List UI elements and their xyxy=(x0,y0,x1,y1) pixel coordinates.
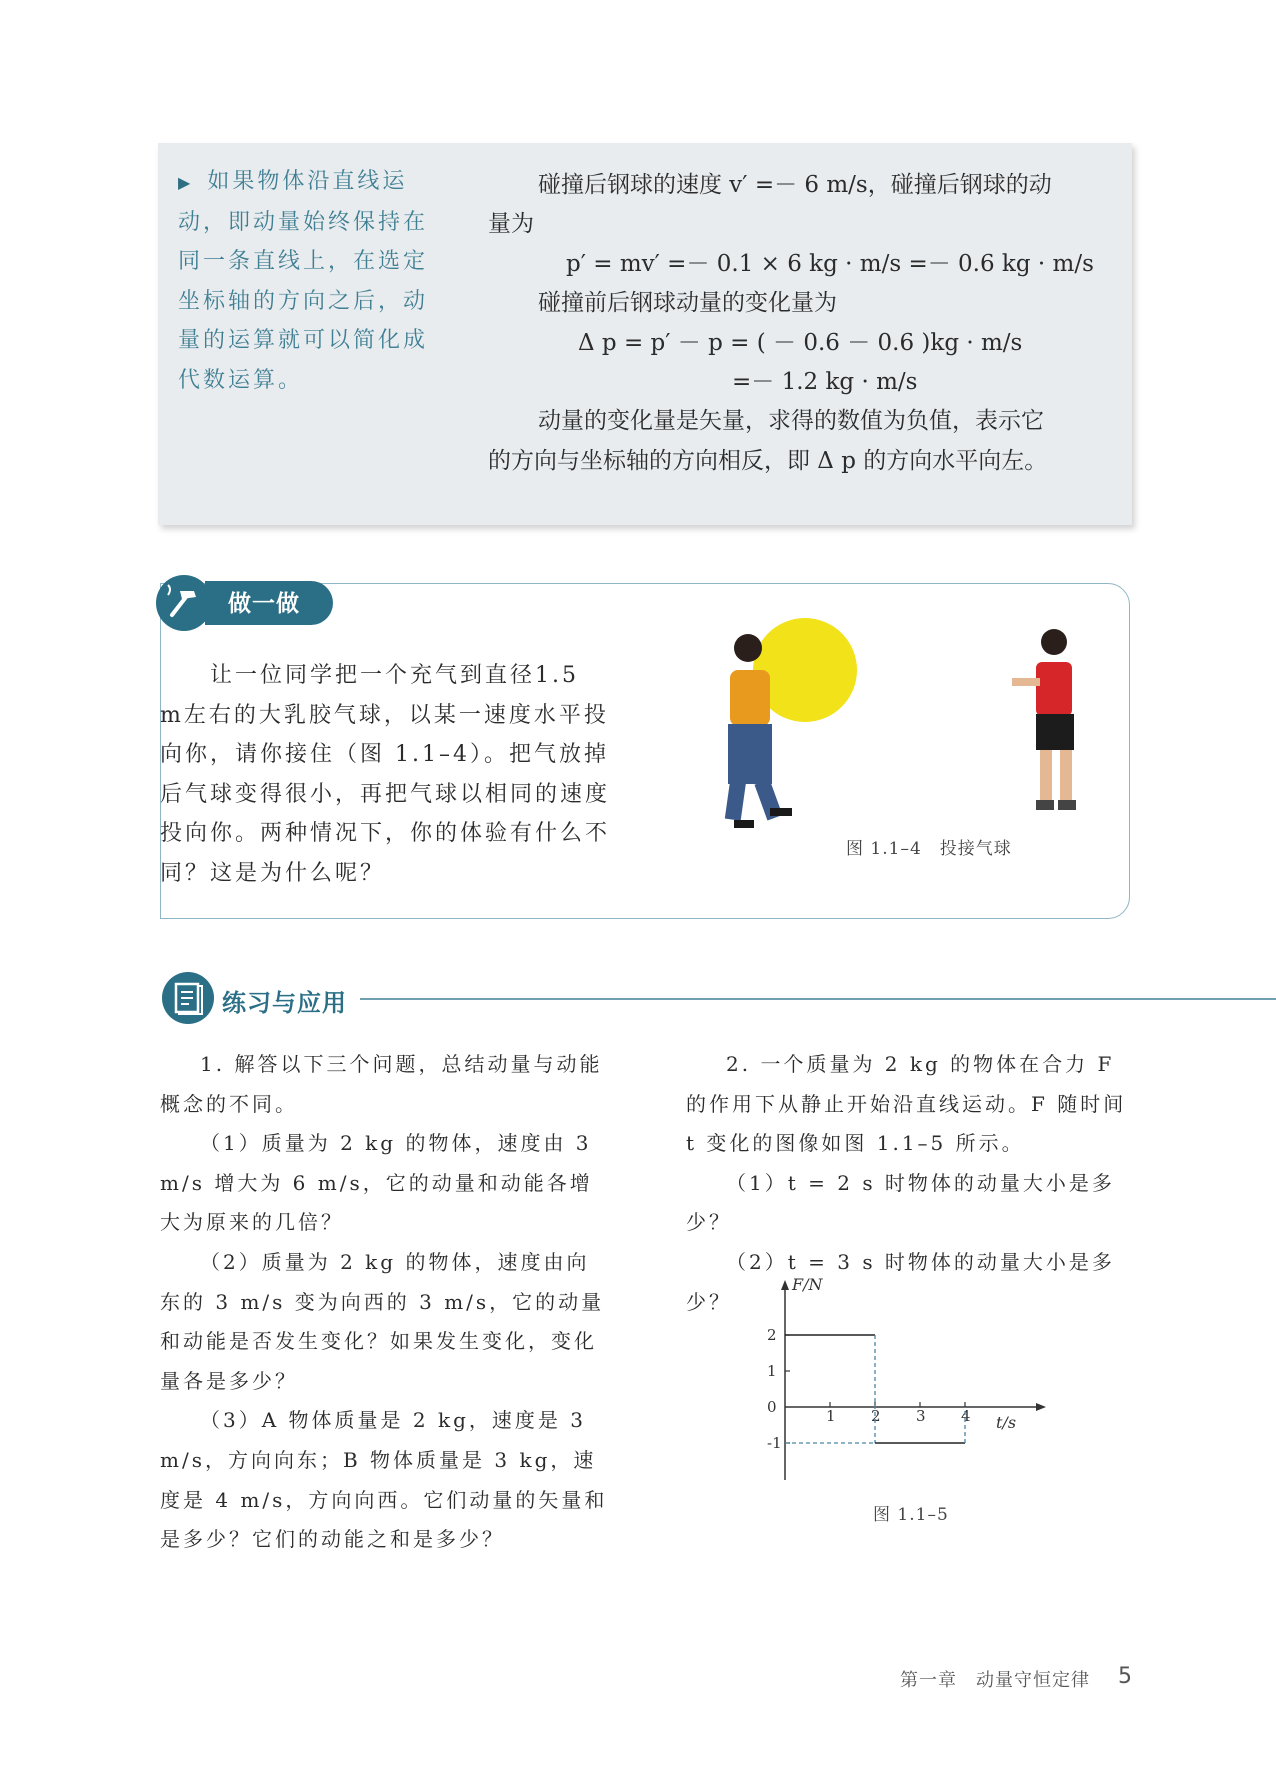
activity-text: 让一位同学把一个充气到直径1.5 m左右的大乳胶气球，以某一速度水平投向你，请你接住（图 1.1–4）。把气放掉后气球变得很小，再把气球以相同的速度投向你。两种情况下，你的体验有什么不同？这是为什么呢？ xyxy=(160,663,611,886)
exercise-title: 练习与应用 xyxy=(222,989,347,1017)
y-tick-label: 0 xyxy=(767,1398,777,1416)
triangle-marker-icon: ▶ xyxy=(178,173,194,192)
example-equation-1: p′ = mv′ =－ 0.1 × 6 kg · m/s =－ 0.6 kg · m/s xyxy=(566,251,1094,277)
question-2-part-a: （1）t = 2 s 时物体的动量大小是多少？ xyxy=(686,1170,1115,1235)
figure-1-1-4-caption: 图 1.1–4 投接气球 xyxy=(846,839,1012,859)
figure-1-1-5-caption: 图 1.1–5 xyxy=(873,1505,949,1525)
balloon-toss-photo xyxy=(700,612,1100,834)
book-icon xyxy=(162,972,214,1024)
chapter-footer: 第一章 动量守恒定律 xyxy=(900,1670,1090,1691)
y-axis-arrow-icon xyxy=(781,1280,789,1290)
x-tick-label: 2 xyxy=(871,1407,881,1425)
example-equation-2: Δ p = p′ － p = ( － 0.6 － 0.6 )kg · m/s xyxy=(578,330,1023,356)
x-axis-label: t/s xyxy=(996,1413,1017,1432)
example-equation-3: =－ 1.2 kg · m/s xyxy=(732,369,918,395)
y-axis-label: F/N xyxy=(792,1275,823,1294)
activity-title: 做一做 xyxy=(228,591,300,617)
example-line-8: 的方向与坐标轴的方向相反，即 Δ p 的方向水平向左。 xyxy=(488,448,1048,474)
x-axis-arrow-icon xyxy=(1036,1403,1046,1411)
question-1-part-b: （2）质量为 2 kg 的物体，速度由向东的 3 m/s 变为向西的 3 m/s，它的动量和动能是否发生变化？如果发生变化，变化量各是多少？ xyxy=(160,1249,605,1393)
force-time-graph xyxy=(760,1270,1060,1495)
question-1-part-a: （1）质量为 2 kg 的物体，速度由 3 m/s 增大为 6 m/s，它的动量和动能各增大为原来的几倍？ xyxy=(160,1131,593,1235)
example-line-4: 碰撞前后钢球动量的变化量为 xyxy=(538,290,837,316)
y-tick-label: 2 xyxy=(767,1326,777,1344)
example-line-7: 动量的变化量是矢量，求得的数值为负值，表示它 xyxy=(538,408,1044,434)
y-tick-label: -1 xyxy=(767,1434,782,1452)
example-line-1: 碰撞后钢球的速度 v′ =－ 6 m/s，碰撞后钢球的动 xyxy=(538,172,1052,198)
question-1 xyxy=(160,1045,612,1560)
question-1-stem: 1. 解答以下三个问题，总结动量与动能概念的不同。 xyxy=(160,1052,603,1116)
example-line-2: 量为 xyxy=(488,211,534,237)
page-number: 5 xyxy=(1118,1664,1132,1689)
question-2-part-b: （2）t = 3 s 时物体的动量大小是多少？ xyxy=(686,1249,1115,1314)
x-tick-label: 3 xyxy=(916,1407,926,1425)
side-note xyxy=(178,162,438,401)
x-tick-label: 4 xyxy=(961,1407,971,1425)
side-note-text: 如果物体沿直线运动，即动量始终保持在同一条直线上，在选定坐标轴的方向之后，动量的运算就可以简化成代数运算。 xyxy=(178,169,429,393)
exercise-divider xyxy=(360,998,1276,1000)
hammer-icon xyxy=(156,575,212,631)
question-1-part-c: （3）A 物体质量是 2 kg，速度是 3 m/s，方向向东；B 物体质量是 3 kg，速度是 4 m/s，方向向西。它们动量的矢量和是多少？它们的动能之和是多少？ xyxy=(160,1408,608,1552)
x-tick-label: 1 xyxy=(826,1407,836,1425)
question-2-stem: 2. 一个质量为 2 kg 的物体在合力 F 的作用下从静止开始沿直线运动。F 随时间 t 变化的图像如图 1.1–5 所示。 xyxy=(686,1052,1127,1156)
y-tick-label: 1 xyxy=(767,1362,777,1380)
